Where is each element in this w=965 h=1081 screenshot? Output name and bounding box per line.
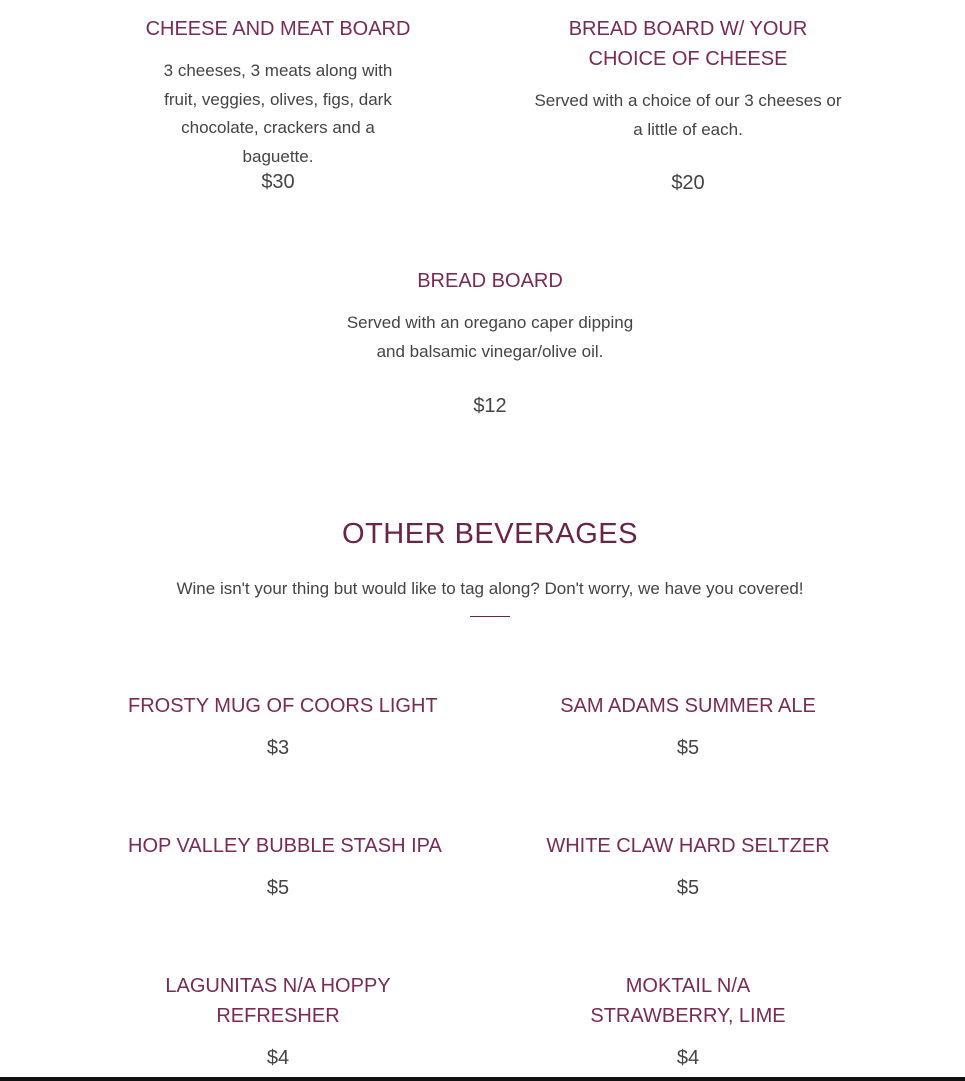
bread-board-title: BREAD BOARD	[417, 270, 563, 292]
bread-board-cheese-price: $20	[671, 172, 705, 194]
bread-board-cheese-description: Served with a choice of our 3 cheeses or a little of each.	[534, 91, 842, 139]
bottom-border	[0, 1077, 965, 1081]
beverage-title: HOP VALLEY BUBBLE STASH IPA	[128, 835, 442, 857]
cheese-meat-board-description: 3 cheeses, 3 meats along with fruit, veggies, olives, figs, dark chocolate, crackers and a baguette.	[163, 61, 393, 166]
beverage-title: LAGUNITAS N/A HOPPY REFRESHER	[165, 975, 391, 1027]
bread-board-description: Served with an oregano caper dipping and balsamic vinegar/olive oil.	[346, 313, 634, 361]
beverage-price: $5	[266, 877, 290, 899]
beverage-title: SAM ADAMS SUMMER ALE	[560, 695, 816, 717]
bread-board-cheese-title: BREAD BOARD W/ YOUR CHOICE OF CHEESE	[568, 18, 808, 70]
beverage-title: WHITE CLAW HARD SELTZER	[546, 835, 830, 857]
beverage-price: $4	[676, 1047, 700, 1069]
section-divider	[470, 616, 510, 617]
beverages-subtitle: Wine isn't your thing but would like to tag along? Don't worry, we have you covered!	[176, 579, 804, 598]
beverages-heading: OTHER BEVERAGES	[342, 518, 638, 550]
cheese-meat-board-price: $30	[261, 171, 295, 193]
beverage-price: $3	[266, 737, 290, 759]
beverage-price: $5	[676, 877, 700, 899]
beverage-title: FROSTY MUG OF COORS LIGHT	[128, 695, 438, 717]
beverage-price: $4	[266, 1047, 290, 1069]
cheese-meat-board-title: CHEESE AND MEAT BOARD	[145, 18, 411, 40]
bread-board-price: $12	[473, 395, 507, 417]
beverage-title: MOKTAIL N/A STRAWBERRY, LIME	[590, 975, 786, 1027]
beverage-price: $5	[676, 737, 700, 759]
